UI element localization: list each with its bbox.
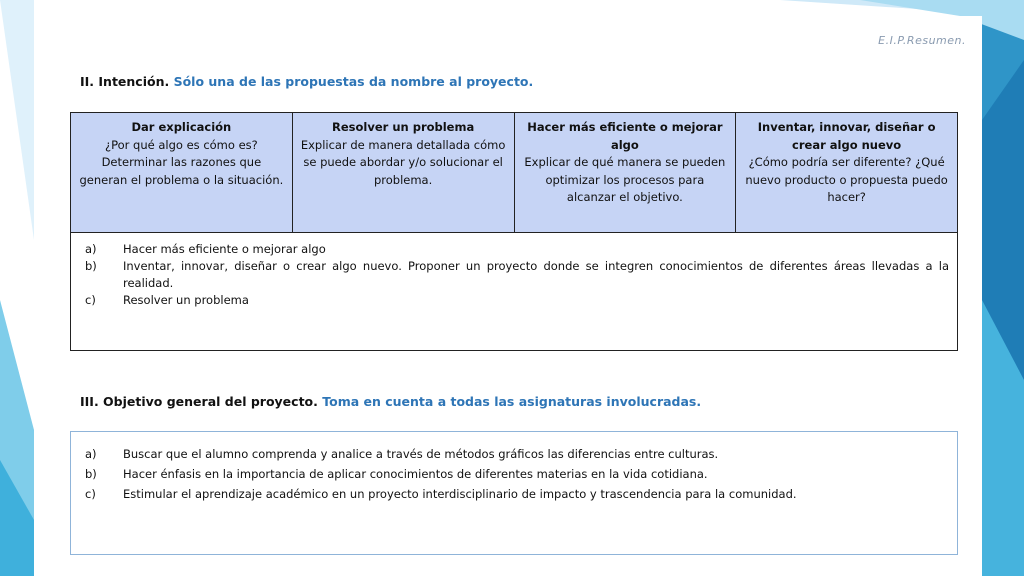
list-item — [85, 464, 939, 484]
cell-description: ¿Cómo podría ser diferente? ¿Qué nuevo producto o propuesta puedo hacer? — [745, 155, 948, 204]
item-letter: a) — [85, 242, 97, 256]
table-cell — [293, 113, 515, 232]
item-letter: c) — [85, 487, 96, 501]
intention-table — [70, 112, 958, 351]
item-text: Estimular el aprendizaje académico en un proyecto interdisciplinario de impacto y trascendencia para la comunidad. — [123, 487, 797, 501]
item-letter: a) — [85, 447, 97, 461]
table-header-row — [71, 113, 957, 233]
item-text: Buscar que el alumno comprenda y analice a través de métodos gráficos las diferencias entre culturas. — [123, 447, 719, 461]
table-cell — [71, 113, 293, 232]
cell-heading: Inventar, innovar, diseñar o crear algo nuevo — [757, 120, 936, 152]
section3-heading — [80, 394, 701, 409]
document-page — [34, 16, 982, 576]
list-item — [85, 484, 939, 504]
list-item — [85, 258, 949, 292]
list-item — [85, 292, 949, 309]
cell-heading: Hacer más eficiente o mejorar algo — [527, 120, 723, 152]
list-item — [85, 241, 949, 258]
objectives-box — [70, 431, 958, 555]
cell-heading: Resolver un problema — [332, 120, 475, 134]
section2-subtitle: Sólo una de las propuestas da nombre al proyecto. — [173, 74, 534, 89]
item-text: Resolver un problema — [123, 293, 249, 307]
list-item — [85, 444, 939, 464]
table-cell — [515, 113, 737, 232]
table-cell — [736, 113, 957, 232]
table-options-row — [71, 233, 957, 309]
item-text: Hacer énfasis en la importancia de aplicar conocimientos de diferentes materias en la vida cotidiana. — [123, 467, 708, 481]
item-text: Hacer más eficiente o mejorar algo — [123, 242, 326, 256]
header-tag: E.I.P.Resumen. — [878, 34, 966, 47]
cell-description: ¿Por qué algo es cómo es? Determinar las razones que generan el problema o la situación. — [79, 137, 284, 187]
section2-title: II. Intención. — [80, 74, 170, 89]
section2-heading — [80, 74, 533, 89]
item-letter: b) — [85, 467, 97, 481]
cell-description: Explicar de manera detallada cómo se puede abordar y/o solucionar el problema. — [300, 137, 506, 187]
item-letter: c) — [85, 293, 96, 307]
section3-subtitle: Toma en cuenta a todas las asignaturas involucradas. — [322, 394, 702, 409]
cell-heading: Dar explicación — [131, 120, 232, 134]
item-text: Inventar, innovar, diseñar o crear algo nuevo. Proponer un proyecto donde se integren conocimientos de diferentes áreas llevadas a la realidad. — [123, 259, 949, 290]
cell-description: Explicar de qué manera se pueden optimizar los procesos para alcanzar el objetivo. — [524, 155, 726, 204]
section3-title: III. Objetivo general del proyecto. — [80, 394, 318, 409]
item-letter: b) — [85, 259, 97, 273]
